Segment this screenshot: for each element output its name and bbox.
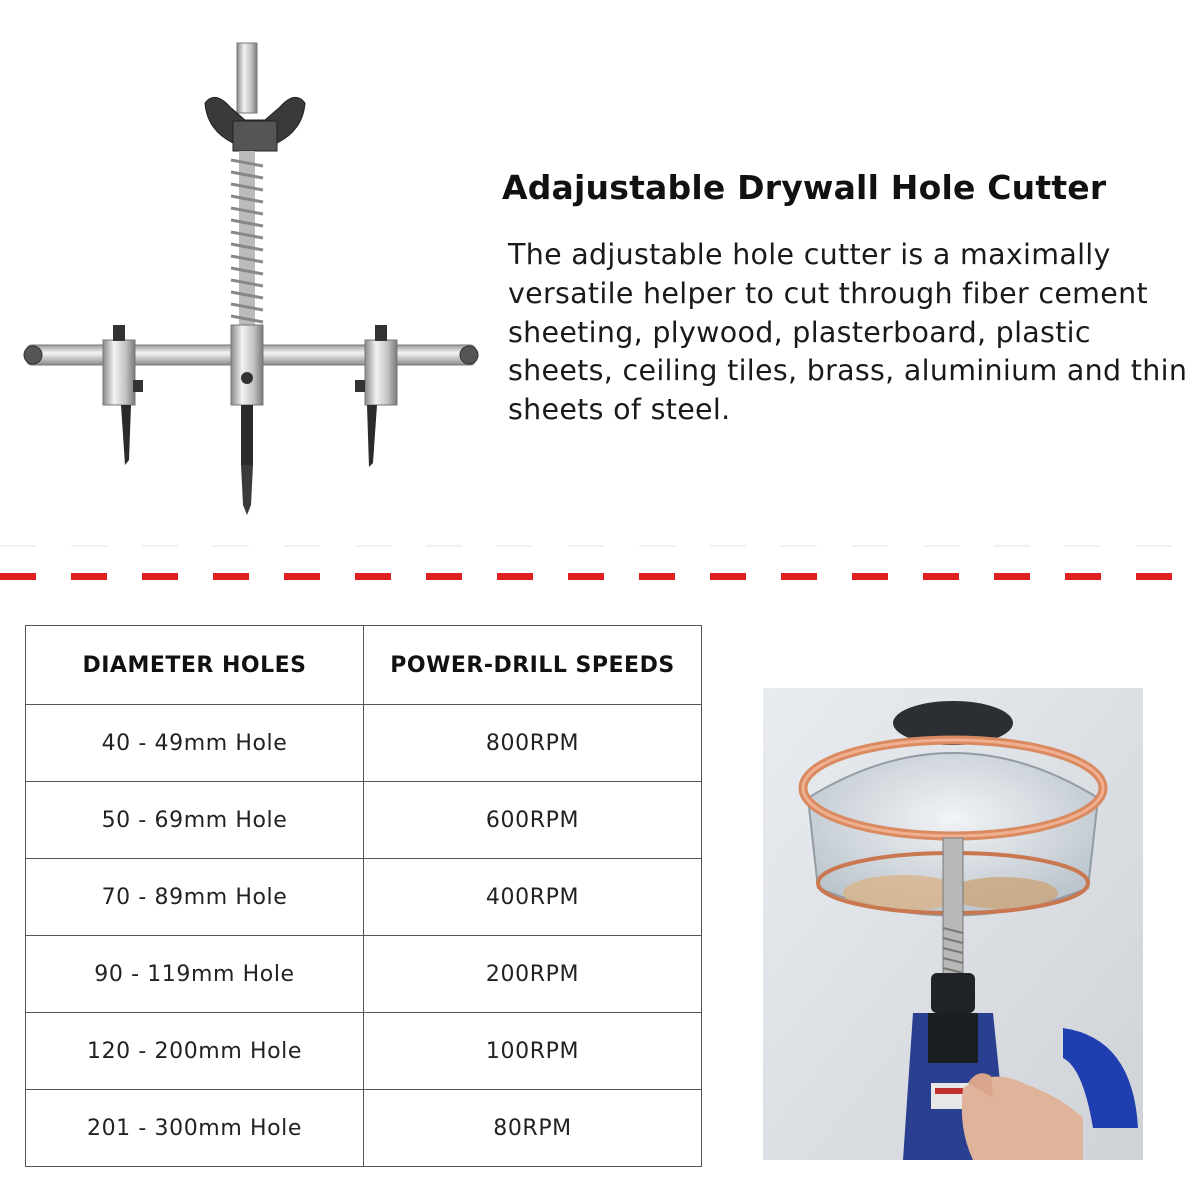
product-title: Adajustable Drywall Hole Cutter <box>502 168 1107 207</box>
table-header-row <box>26 626 702 705</box>
product-description: The adjustable hole cutter is a maximally versatile helper to cut through fiber cement sheeting, plywood, plasterboard, plastic sheets, ceiling tiles, brass, aluminium and thin sheets of steel. <box>508 238 1188 427</box>
table-row <box>26 782 702 859</box>
diameter-cell: 120 - 200mm Hole <box>26 1013 364 1090</box>
speed-cell: 100RPM <box>364 1013 702 1090</box>
table-row <box>26 936 702 1013</box>
diameter-cell: 90 - 119mm Hole <box>26 936 364 1013</box>
speed-cell: 600RPM <box>364 782 702 859</box>
table-row <box>26 859 702 936</box>
speed-cell: 400RPM <box>364 859 702 936</box>
diameter-cell: 40 - 49mm Hole <box>26 705 364 782</box>
speed-cell: 80RPM <box>364 1090 702 1167</box>
speed-cell: 200RPM <box>364 936 702 1013</box>
table-row <box>26 1090 702 1167</box>
hole-cutter-illustration <box>15 35 485 525</box>
usage-photo <box>763 688 1143 1160</box>
diameter-cell: 70 - 89mm Hole <box>26 859 364 936</box>
diameter-cell: 201 - 300mm Hole <box>26 1090 364 1167</box>
table-row <box>26 1013 702 1090</box>
header-diameter: DIAMETER HOLES <box>26 626 364 705</box>
section-divider <box>0 573 1200 580</box>
table-row <box>26 705 702 782</box>
faint-divider <box>0 545 1200 547</box>
header-speed: POWER-DRILL SPEEDS <box>364 626 702 705</box>
diameter-cell: 50 - 69mm Hole <box>26 782 364 859</box>
speed-cell: 800RPM <box>364 705 702 782</box>
speed-table <box>25 625 702 1167</box>
